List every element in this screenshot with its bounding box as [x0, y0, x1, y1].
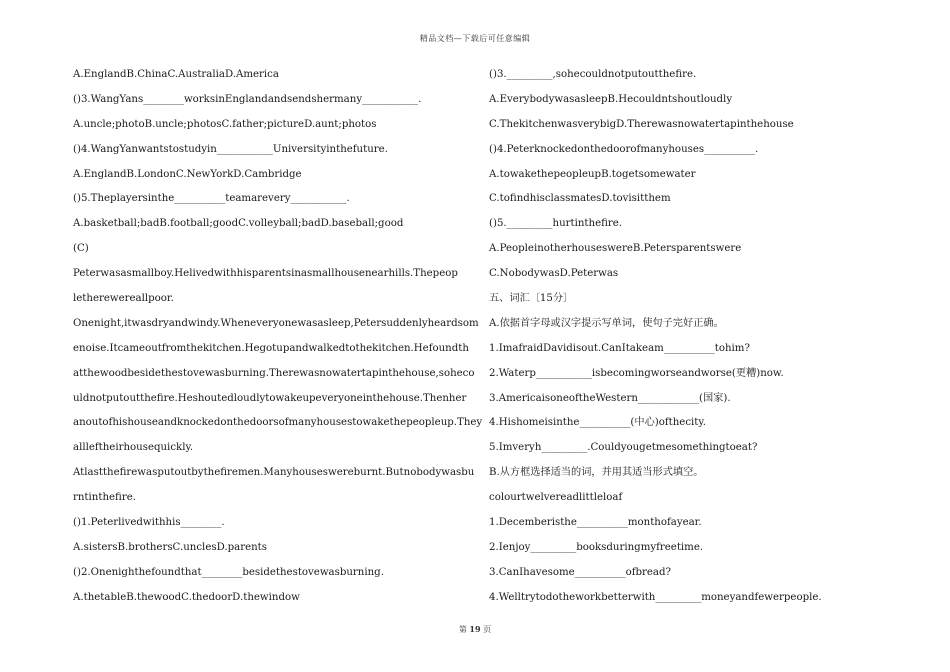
page-header: 精品文档—下载后可任意编辑 [419, 34, 531, 43]
question-line: ()5._________hurtinthefire. [489, 218, 623, 230]
passage-line: atthewoodbesidethestovewasburning.Therewasnowatertapinthehouse,soheco [73, 367, 475, 379]
passage-line: uldnotputoutthefire.Heshoutedloudlytowakeupeveryoneinthehouse.Thenher [73, 392, 467, 404]
options-line: A.PeopleinotherhouseswereB.Petersparentswere [489, 243, 742, 255]
question-line: ()4.Peterknockedonthedoorofmanyhouses__________. [489, 143, 759, 155]
text-line: A.EnglandB.LondonC.NewYorkD.Cambridge [73, 168, 302, 180]
question-line: 3.CanIhavesome__________ofbread? [489, 566, 671, 578]
left-column [73, 68, 483, 616]
word-box-line: colourtwelvereadlittleloaf [489, 492, 623, 504]
text-line: ()4.WangYanwantstostudyin___________Universityinthefuture. [73, 143, 388, 155]
passage-line: allleftheirhousequickly. [73, 442, 194, 454]
options-line: A.thetableB.thewoodC.thedoorD.thewindow [73, 591, 300, 603]
page-number: 19 [469, 624, 481, 634]
passage-line: Atlastthefirewasputoutbythefiremen.Manyhouseswereburnt.Butnobodywasbu [73, 467, 475, 479]
section-heading: 五、词汇〔15分〕 [489, 293, 574, 305]
options-line: C.NobodywasD.Peterwas [489, 268, 619, 280]
options-line: A.sistersB.brothersC.unclesD.parents [73, 541, 267, 553]
passage-line: rntinthefire. [73, 492, 136, 504]
passage-line: Onenight,itwasdryandwindy.Wheneveryonewasasleep,Petersuddenlyheardsom [73, 317, 479, 329]
passage-line: Peterwasasmallboy.Helivedwithhisparentsinasmallhousenearhills.Thepeop [73, 268, 458, 280]
passage-line: anoutofhishouseandknockedonthedoorsofmanyhousestowakethepeopleup.They [73, 417, 483, 429]
question-line: 2.Ienjoy_________booksduringmyfreetime. [489, 541, 704, 553]
text-line: A.basketball;badB.football;goodC.volleyball;badD.baseball;good [73, 218, 404, 230]
question-line: 4.Hishomeisinthe__________(中心)ofthecity. [489, 417, 707, 429]
question-line: ()2.Onenighthefoundthat________besidethestovewasburning. [73, 566, 384, 578]
text-line: ()5.Theplayersinthe__________teamarevery___________. [73, 193, 350, 205]
instruction-line: B.从方框选择适当的词，并用其适当形式填空。 [489, 467, 704, 479]
options-line: A.EverybodywasasleepB.Hecouldntshoutloudly [489, 93, 733, 105]
question-line: 5.Imveryh_________.Couldyougetmesomethingtoeat? [489, 442, 758, 454]
options-line: A.towakethepeopleupB.togetsomewater [489, 168, 696, 180]
passage-line: letherewereallpoor. [73, 293, 174, 305]
question-line: 2.Waterp___________isbecomingworseandworse(更糟)now. [489, 367, 784, 379]
options-line: C.tofindhisclassmatesD.tovisitthem [489, 193, 671, 205]
section-label: (C) [73, 243, 89, 255]
question-line: 1.Decemberisthe__________monthofayear. [489, 517, 702, 529]
passage-line: enoise.Itcameoutfromthekitchen.Hegotupandwalkedtothekitchen.Hefoundth [73, 342, 469, 354]
text-line: ()3.WangYans________worksinEnglandandsendshermany___________. [73, 93, 422, 105]
page-footer [0, 624, 950, 635]
options-line: C.ThekitchenwasverybigD.Therewasnowatertapinthehouse [489, 118, 794, 130]
question-line: ()1.Peterlivedwithhis________. [73, 517, 225, 529]
question-line: 1.ImafraidDavidisout.CanItakeam__________tohim? [489, 342, 750, 354]
instruction-line: A.依据首字母或汉字提示写单词，使句子完好正确。 [489, 317, 724, 329]
question-line: 4.Welltrytodotheworkbetterwith_________moneyandfewerpeople. [489, 591, 822, 603]
text-line: A.EnglandB.ChinaC.AustraliaD.America [73, 69, 279, 80]
text-line: A.uncle;photoB.uncle;photosC.father;pictureD.aunt;photos [73, 118, 377, 130]
right-column [489, 68, 879, 616]
page-suffix: 页 [483, 625, 492, 634]
question-line: 3.AmericaisoneoftheWestern____________(国家). [489, 392, 731, 404]
page-prefix: 第 [458, 625, 467, 634]
question-line: ()3._________,sohecouldnotputoutthefire. [489, 69, 697, 80]
